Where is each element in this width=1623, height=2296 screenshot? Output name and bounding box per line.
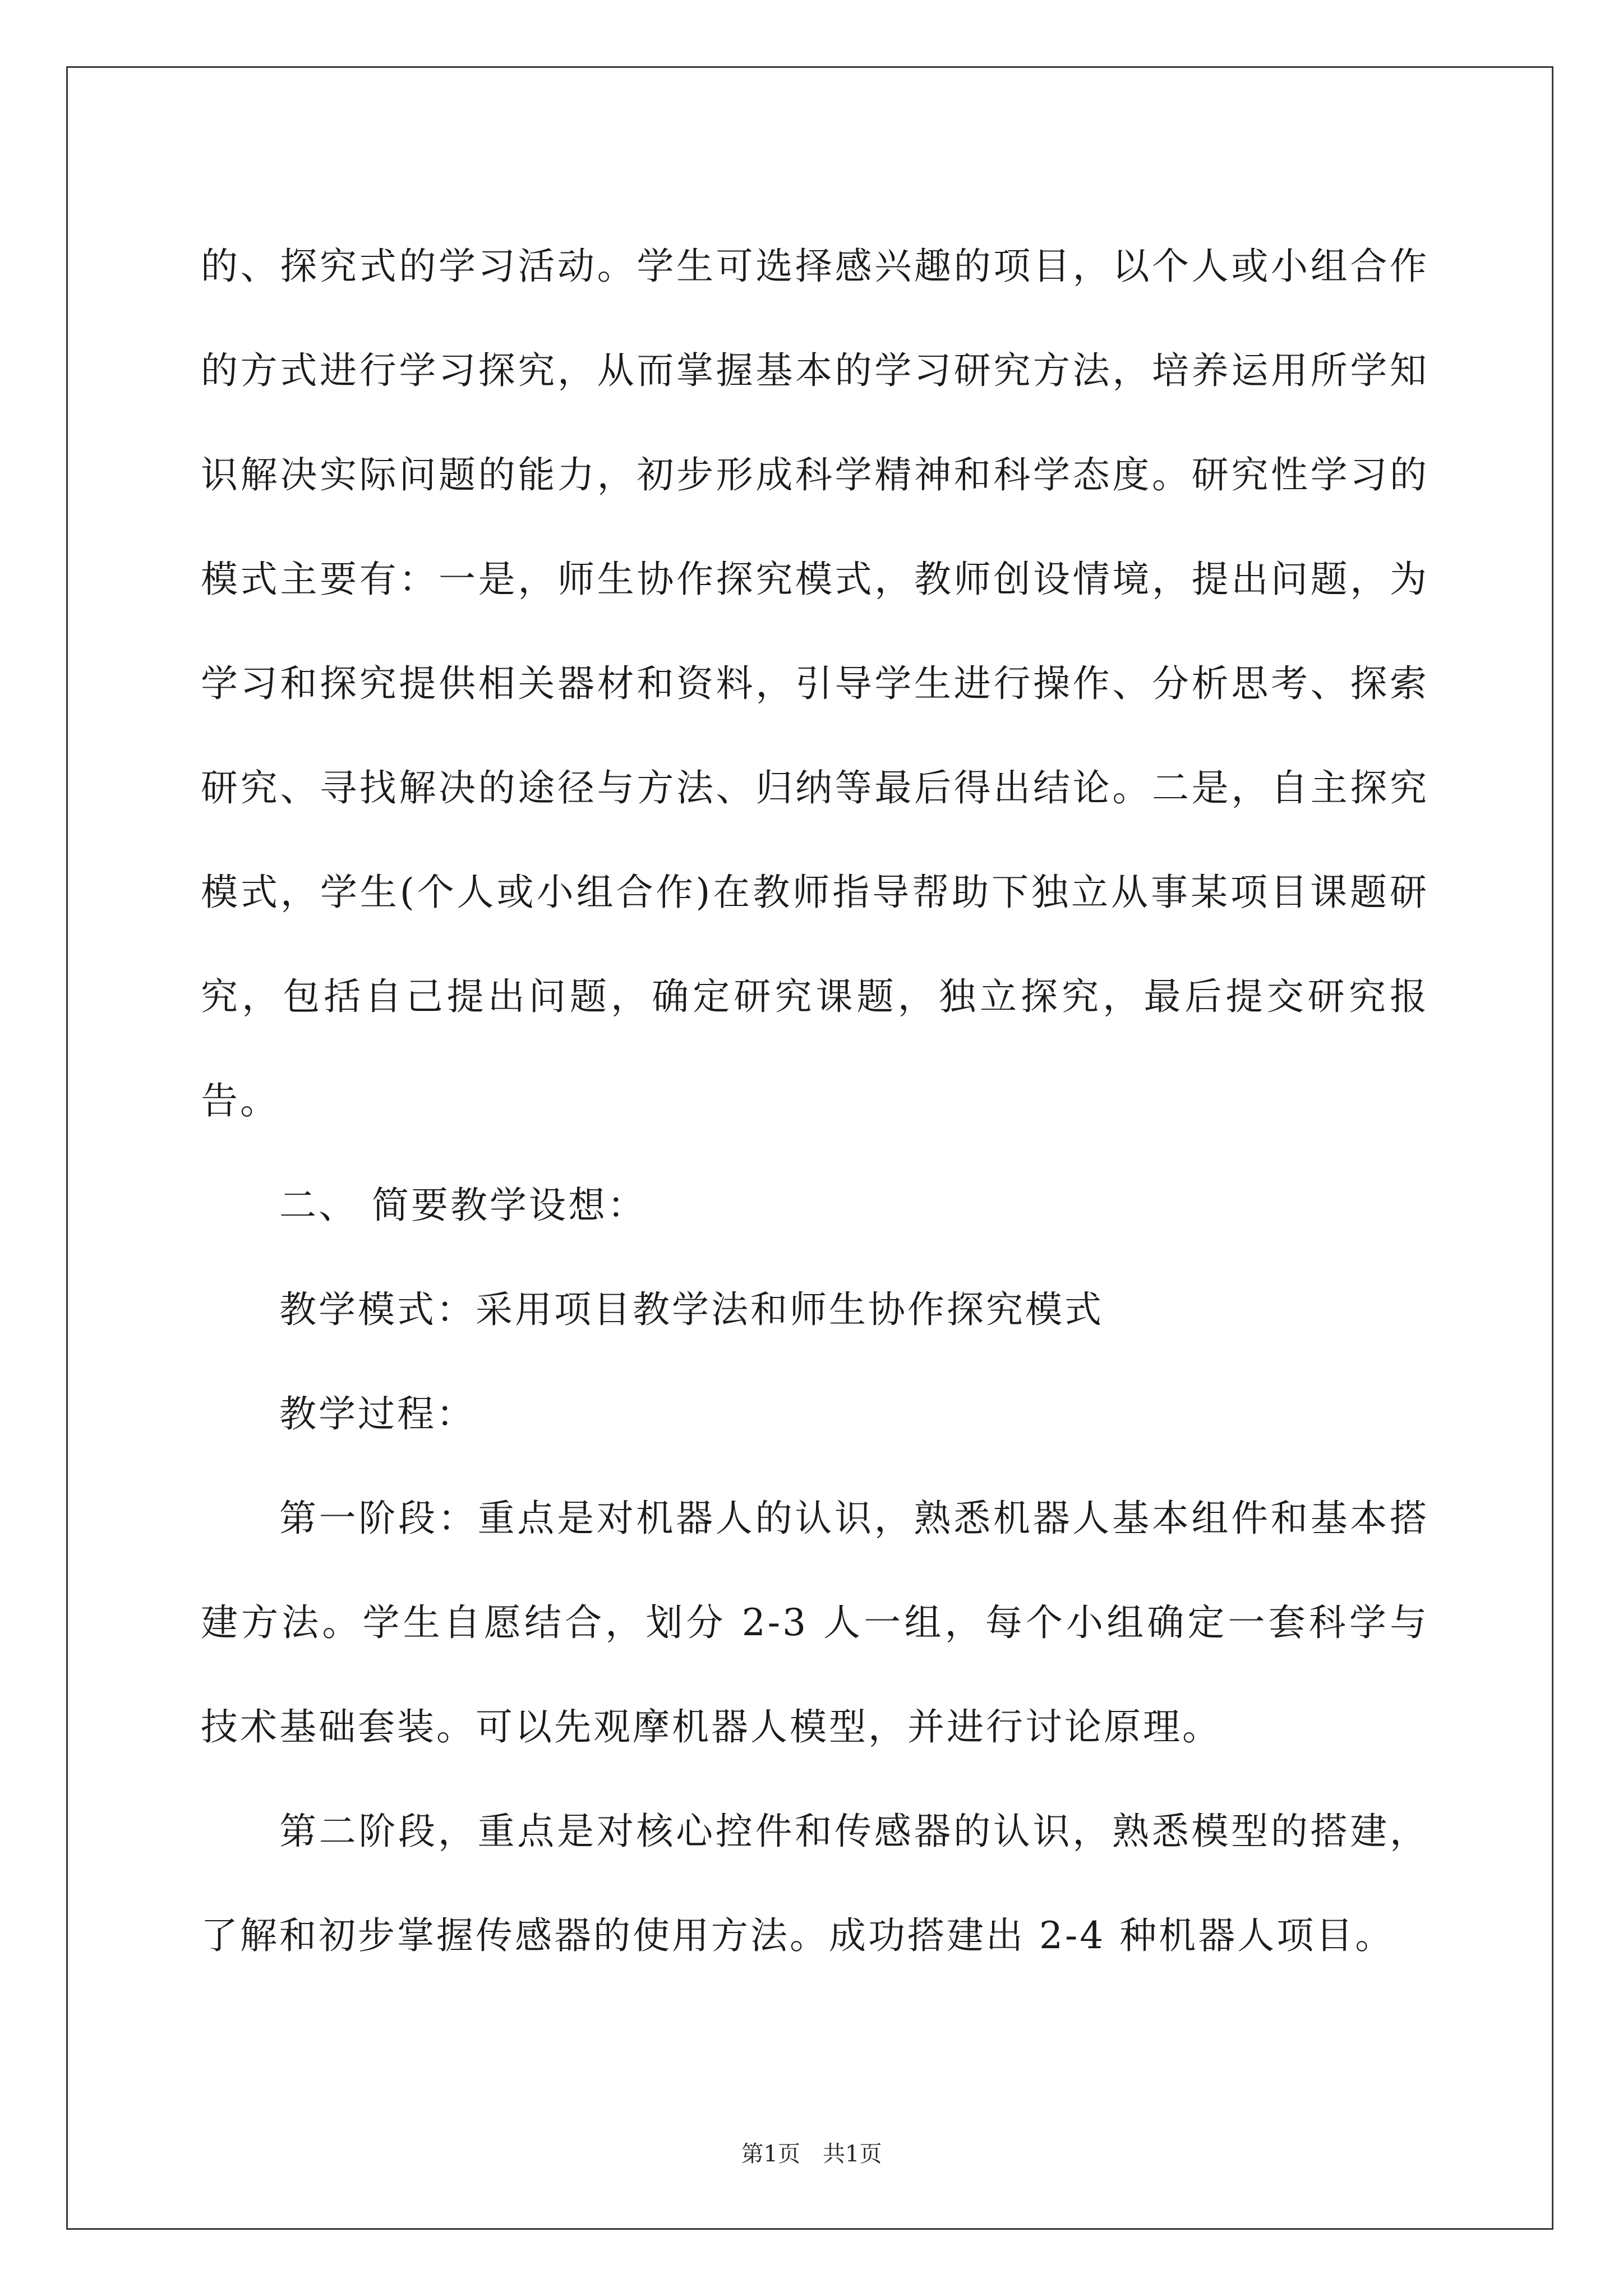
paragraph-stage-one: 第一阶段：重点是对机器人的认识，熟悉机器人基本组件和基本搭建方法。学生自愿结合，划分 2-3 人一组，每个小组确定一套科学与技术基础套装。可以先观摩机器人模型，并进行讨论原理。 [201, 1497, 1429, 1749]
paragraph-intro: 的、探究式的学习活动。学生可选择感兴趣的项目，以个人或小组合作的方式进行学习探究，从而掌握基本的学习研究方法，培养运用所学知识解决实际问题的能力，初步形成科学精神和科学态度。研究性学习的模式主要有：一是，师生协作探究模式，教师创设情境，提出问题，为学习和探究提供相关器材和资料，引导学生进行操作、分析思考、探索研究、寻找解决的途径与方法、归纳等最后得出结论。二是，自主探究模式，学生(个人或小组合作)在教师指导帮助下独立从事某项目课题研究，包括自己提出问题，确定研究课题，独立探究，最后提交研究报告。 [201, 245, 1429, 1122]
paragraph-teaching-mode: 教学模式：采用项目教学法和师生协作探究模式 [279, 1288, 1104, 1331]
section-heading: 二、 简要教学设想： [279, 1184, 647, 1227]
document-body [201, 214, 1429, 1988]
page-footer: 第1页 共1页 [741, 2141, 882, 2167]
paragraph-teaching-process: 教学过程： [279, 1392, 476, 1435]
paragraph-stage-two: 第二阶段，重点是对核心控件和传感器的认识，熟悉模型的搭建，了解和初步掌握传感器的使用方法。成功搭建出 2-4 种机器人项目。 [201, 1810, 1429, 1957]
